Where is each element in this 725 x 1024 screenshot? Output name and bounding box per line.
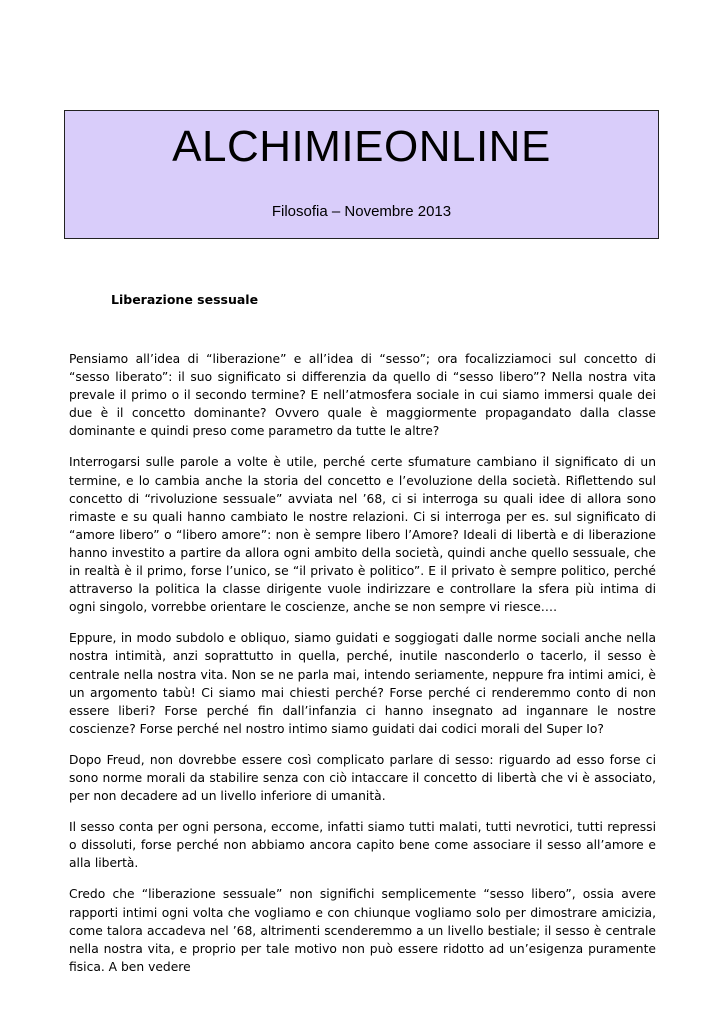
document-subtitle: Filosofia – Novembre 2013 [271,203,452,220]
document-title: ALCHIMIEONLINE [172,122,551,171]
paragraph: Eppure, in modo subdolo e obliquo, siamo guidati e soggiogati dalle norme sociali anche nella nostra intimità, anzi soprattutto in quella, perché, inutile nasconderlo o tacerlo, il sesso è centrale nella nostra vita. Non se ne parla mai, intendo seriamente, neppure fra intimi amici, è un argomento tabù! Ci siamo mai chiesti perché? Forse perché ci renderemmo conto di non essere liberi? Forse perché fin dall’infanzia ci hanno insegnato ad ingannare le nostre coscienze? Forse perché nel nostro intimo siamo guidati dai codici morali del Super Io? [69,631,656,736]
article-body [69,350,656,989]
article-title: Liberazione sessuale [111,292,259,307]
paragraph: Il sesso conta per ogni persona, eccome, infatti siamo tutti malati, tutti nevrotici, tutti repressi o dissoluti, forse perché non abbiamo ancora capito bene come associare il sesso all’amore e alla libertà. [69,820,656,871]
paragraph: Interrogarsi sulle parole a volte è utile, perché certe sfumature cambiano il significato di un termine, e lo cambia anche la storia del concetto e l’evoluzione della società. Riflettendo sul concetto di “rivoluzione sessuale” avviata nel ’68, ci si interroga su quali idee di allora sono rimaste e su quali hanno cambiato le nostre relazioni. Ci si interroga per es. sul significato di “amore libero” o “libero amore”: non è sempre libero l’Amore? Ideali di libertà e di liberazione hanno investito a partire da allora ogni ambito della società, quindi anche quello sessuale, che in realtà è il primo, forse l’unico, se “il privato è politico”. E il privato è sempre politico, perché attraverso la politica la classe dirigente vuole indirizzare e controllare la sfera più intima di ogni singolo, vorrebbe orientare le coscienze, anche se non sempre vi riesce…. [69,455,656,615]
paragraph: Pensiamo all’idea di “liberazione” e all’idea di “sesso”; ora focalizziamoci sul concetto di “sesso liberato”: il suo significato si differenzia da quello di “sesso libero”? Nella nostra vita prevale il primo o il secondo termine? E nell’atmosfera sociale in cui siamo immersi quale dei due è il concetto dominante? Ovvero quale è maggiormente propagandato dalla classe dominante e quindi preso come parametro da tutte le altre? [69,352,656,439]
paragraph: Dopo Freud, non dovrebbe essere così complicato parlare di sesso: riguardo ad esso forse ci sono norme morali da stabilire senza con ciò intaccare il concetto di libertà che vi è associato, per non decadere ad un livello inferiore di umanità. [69,752,656,804]
header-box [64,110,659,239]
paragraph: Credo che “liberazione sessuale” non significhi semplicemente “sesso libero”, ossia avere rapporti intimi ogni volta che vogliamo e con chiunque vogliamo solo per dimostrare amicizia, come talora accadeva nel ’68, altrimenti scenderemmo a un livello bestiale; il sesso è centrale nella nostra vita, e proprio per tale motivo non può essere ridotto ad un’esigenza puramente fisica. A ben vedere [69,887,656,974]
